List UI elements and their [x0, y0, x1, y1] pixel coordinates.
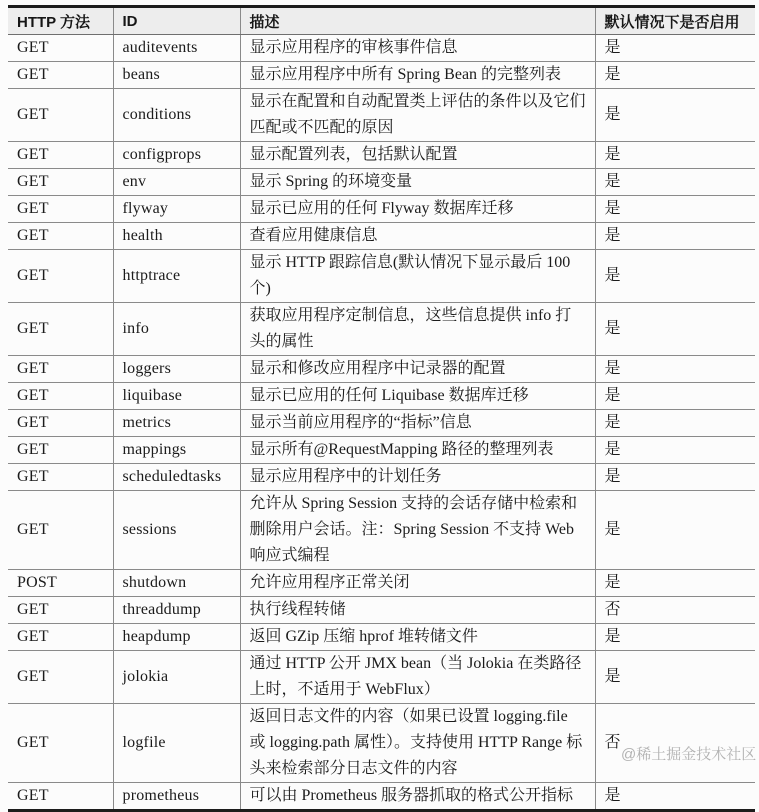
description-cell: 通过 HTTP 公开 JMX bean（当 Jolokia 在类路径上时，不适用于 WebFlux）: [240, 651, 595, 704]
table-header-row: [8, 7, 755, 35]
endpoint-id-cell: jolokia: [113, 651, 240, 704]
description-cell: 显示和修改应用程序中记录器的配置: [240, 356, 595, 383]
endpoint-id-cell: threaddump: [113, 597, 240, 624]
table-row: [8, 704, 755, 783]
endpoint-id-cell: loggers: [113, 356, 240, 383]
endpoint-id-cell: mappings: [113, 437, 240, 464]
table-row: [8, 169, 755, 196]
table-row: [8, 62, 755, 89]
enabled-by-default-cell: 是: [595, 464, 755, 491]
description-cell: 允许应用程序正常关闭: [240, 570, 595, 597]
endpoint-id-cell: prometheus: [113, 783, 240, 811]
description-cell: 显示应用程序的审核事件信息: [240, 35, 595, 62]
enabled-by-default-cell: 是: [595, 89, 755, 142]
enabled-by-default-cell: 是: [595, 35, 755, 62]
description-cell: 显示所有@RequestMapping 路径的整理列表: [240, 437, 595, 464]
http-method-cell: GET: [8, 464, 113, 491]
table-row: [8, 383, 755, 410]
enabled-by-default-cell: 否: [595, 704, 755, 783]
table-row: [8, 250, 755, 303]
table-row: [8, 356, 755, 383]
endpoint-id-cell: health: [113, 223, 240, 250]
column-header-enabled-by-default: 默认情况下是否启用: [595, 7, 755, 35]
endpoint-id-cell: flyway: [113, 196, 240, 223]
description-cell: 显示在配置和自动配置类上评估的条件以及它们匹配或不匹配的原因: [240, 89, 595, 142]
http-method-cell: GET: [8, 89, 113, 142]
description-cell: 显示配置列表，包括默认配置: [240, 142, 595, 169]
table-row: [8, 570, 755, 597]
endpoint-id-cell: metrics: [113, 410, 240, 437]
endpoint-id-cell: logfile: [113, 704, 240, 783]
table-row: [8, 303, 755, 356]
description-cell: 显示 HTTP 跟踪信息(默认情况下显示最后 100 个): [240, 250, 595, 303]
enabled-by-default-cell: 是: [595, 169, 755, 196]
description-cell: 返回日志文件的内容（如果已设置 logging.file 或 logging.path 属性）。支持使用 HTTP Range 标头来检索部分日志文件的内容: [240, 704, 595, 783]
http-method-cell: GET: [8, 491, 113, 570]
description-cell: 返回 GZip 压缩 hprof 堆转储文件: [240, 624, 595, 651]
column-header-description: 描述: [240, 7, 595, 35]
http-method-cell: GET: [8, 624, 113, 651]
column-header-http-method: HTTP 方法: [8, 7, 113, 35]
http-method-cell: GET: [8, 651, 113, 704]
table-row: [8, 464, 755, 491]
enabled-by-default-cell: 是: [595, 383, 755, 410]
endpoint-id-cell: sessions: [113, 491, 240, 570]
description-cell: 显示已应用的任何 Liquibase 数据库迁移: [240, 383, 595, 410]
endpoint-id-cell: beans: [113, 62, 240, 89]
http-method-cell: GET: [8, 223, 113, 250]
actuator-endpoints-table: [8, 5, 755, 812]
endpoint-id-cell: conditions: [113, 89, 240, 142]
enabled-by-default-cell: 否: [595, 597, 755, 624]
enabled-by-default-cell: 是: [595, 356, 755, 383]
http-method-cell: GET: [8, 303, 113, 356]
description-cell: 获取应用程序定制信息，这些信息提供 info 打头的属性: [240, 303, 595, 356]
http-method-cell: GET: [8, 410, 113, 437]
description-cell: 显示 Spring 的环境变量: [240, 169, 595, 196]
description-cell: 允许从 Spring Session 支持的会话存储中检索和删除用户会话。注：Spring Session 不支持 Web 响应式编程: [240, 491, 595, 570]
description-cell: 执行线程转储: [240, 597, 595, 624]
http-method-cell: GET: [8, 437, 113, 464]
http-method-cell: POST: [8, 570, 113, 597]
enabled-by-default-cell: 是: [595, 491, 755, 570]
enabled-by-default-cell: 是: [595, 410, 755, 437]
table-row: [8, 491, 755, 570]
http-method-cell: GET: [8, 196, 113, 223]
http-method-cell: GET: [8, 597, 113, 624]
http-method-cell: GET: [8, 250, 113, 303]
http-method-cell: GET: [8, 62, 113, 89]
endpoint-id-cell: auditevents: [113, 35, 240, 62]
column-header-id: ID: [113, 7, 240, 35]
table-row: [8, 437, 755, 464]
enabled-by-default-cell: 是: [595, 62, 755, 89]
enabled-by-default-cell: 是: [595, 437, 755, 464]
endpoint-id-cell: shutdown: [113, 570, 240, 597]
table-row: [8, 35, 755, 62]
table-row: [8, 651, 755, 704]
table-row: [8, 783, 755, 811]
enabled-by-default-cell: 是: [595, 624, 755, 651]
endpoint-id-cell: configprops: [113, 142, 240, 169]
enabled-by-default-cell: 是: [595, 303, 755, 356]
description-cell: 显示已应用的任何 Flyway 数据库迁移: [240, 196, 595, 223]
table-row: [8, 89, 755, 142]
enabled-by-default-cell: 是: [595, 223, 755, 250]
table-row: [8, 142, 755, 169]
enabled-by-default-cell: 是: [595, 250, 755, 303]
http-method-cell: GET: [8, 356, 113, 383]
watermark-text: @稀土掘金技术社区: [621, 746, 757, 763]
description-cell: 可以由 Prometheus 服务器抓取的格式公开指标: [240, 783, 595, 811]
endpoint-id-cell: info: [113, 303, 240, 356]
description-cell: 查看应用健康信息: [240, 223, 595, 250]
http-method-cell: GET: [8, 383, 113, 410]
description-cell: 显示当前应用程序的“指标”信息: [240, 410, 595, 437]
endpoint-id-cell: httptrace: [113, 250, 240, 303]
description-cell: 显示应用程序中的计划任务: [240, 464, 595, 491]
description-cell: 显示应用程序中所有 Spring Bean 的完整列表: [240, 62, 595, 89]
enabled-by-default-cell: 是: [595, 783, 755, 811]
table-row: [8, 624, 755, 651]
http-method-cell: GET: [8, 169, 113, 196]
enabled-by-default-cell: 是: [595, 651, 755, 704]
http-method-cell: GET: [8, 142, 113, 169]
table-row: [8, 223, 755, 250]
http-method-cell: GET: [8, 35, 113, 62]
enabled-by-default-cell: 是: [595, 142, 755, 169]
table-row: [8, 410, 755, 437]
table-row: [8, 597, 755, 624]
enabled-by-default-cell: 是: [595, 570, 755, 597]
table-body: [8, 35, 755, 811]
endpoint-id-cell: heapdump: [113, 624, 240, 651]
endpoint-id-cell: env: [113, 169, 240, 196]
http-method-cell: GET: [8, 704, 113, 783]
enabled-by-default-cell: 是: [595, 196, 755, 223]
endpoint-id-cell: liquibase: [113, 383, 240, 410]
http-method-cell: GET: [8, 783, 113, 811]
endpoint-id-cell: scheduledtasks: [113, 464, 240, 491]
table-row: [8, 196, 755, 223]
